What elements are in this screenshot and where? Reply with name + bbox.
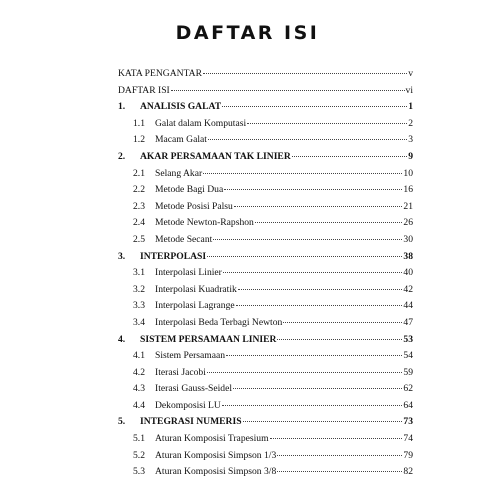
toc-entry-label: Sistem Persamaan [155, 350, 226, 362]
table-of-contents [118, 68, 413, 483]
toc-entry-page: 16 [403, 184, 413, 196]
toc-entry-chapter[interactable] [118, 416, 413, 433]
toc-entry-label: Iterasi Gauss-Seidel [155, 383, 232, 395]
toc-entry-page: 73 [403, 416, 413, 428]
toc-entry-section[interactable] [118, 367, 413, 384]
toc-entry-section[interactable] [118, 168, 413, 185]
toc-entry-page: v [408, 68, 413, 79]
dot-leader [277, 339, 402, 340]
toc-entry-number: 4.2 [133, 366, 145, 378]
toc-entry-number: 3.2 [133, 283, 145, 295]
toc-entry-section[interactable] [118, 383, 413, 400]
dot-leader [277, 471, 402, 472]
toc-entry-number: 3.4 [133, 316, 145, 328]
toc-entry-number: 3.1 [133, 267, 145, 279]
toc-entry-number: 2.4 [133, 217, 145, 229]
toc-entry-page: 1 [408, 101, 413, 113]
toc-entry-chapter[interactable] [118, 251, 413, 268]
toc-entry-label: Metode Bagi Dua [155, 184, 224, 196]
toc-entry-label: Interpolasi Lagrange [155, 300, 235, 312]
dot-leader [283, 322, 402, 323]
dot-leader [233, 388, 402, 389]
toc-entry-label: AKAR PERSAMAAN TAK LINIER [140, 150, 291, 162]
toc-entry-number: 2. [118, 150, 126, 162]
toc-entry-section[interactable] [118, 433, 413, 450]
dot-leader [213, 239, 402, 240]
toc-entry-section[interactable] [118, 118, 413, 135]
toc-entry-chapter[interactable] [118, 334, 413, 351]
dot-leader [207, 372, 403, 373]
toc-entry-number: 1.2 [133, 134, 145, 146]
dot-leader [277, 455, 402, 456]
toc-entry-front-matter[interactable] [118, 68, 413, 85]
toc-entry-label: Metode Newton-Rapshon [155, 217, 254, 229]
toc-entry-number: 1. [118, 101, 126, 113]
dot-leader [234, 206, 403, 207]
toc-entry-section[interactable] [118, 217, 413, 234]
dot-leader [270, 438, 403, 439]
toc-entry-page: 3 [408, 134, 413, 146]
toc-entry-number: 4.3 [133, 383, 145, 395]
toc-entry-page: 82 [403, 466, 413, 478]
toc-entry-number: 5.3 [133, 466, 145, 478]
toc-entry-label: Interpolasi Linier [155, 267, 222, 279]
toc-entry-label: Dekomposisi LU [155, 399, 221, 411]
toc-entry-page: 44 [403, 300, 413, 312]
toc-entry-label: ANALISIS GALAT [140, 101, 222, 113]
chapter-list [118, 101, 413, 483]
toc-entry-label: Selang Akar [155, 167, 203, 179]
dot-leader [226, 355, 402, 356]
toc-entry-page: 79 [403, 449, 413, 461]
toc-entry-section[interactable] [118, 300, 413, 317]
toc-entry-section[interactable] [118, 466, 413, 483]
dot-leader [292, 156, 407, 157]
toc-entry-section[interactable] [118, 184, 413, 201]
toc-entry-number: 2.2 [133, 184, 145, 196]
dot-leader [203, 73, 407, 74]
toc-entry-number: 4.4 [133, 399, 145, 411]
dot-leader [247, 123, 407, 124]
toc-entry-page: 26 [403, 217, 413, 229]
toc-entry-label: Iterasi Jacobi [155, 366, 206, 378]
dot-leader [207, 256, 402, 257]
toc-entry-page: 40 [403, 267, 413, 279]
toc-entry-page: 42 [403, 283, 413, 295]
toc-entry-number: 3. [118, 250, 126, 262]
toc-entry-number: 2.3 [133, 200, 145, 212]
toc-entry-section[interactable] [118, 134, 413, 151]
dot-leader [243, 421, 403, 422]
toc-entry-number: 5. [118, 416, 126, 428]
toc-entry-label: KATA PENGANTAR [118, 68, 203, 79]
toc-entry-page: 53 [403, 333, 413, 345]
toc-entry-section[interactable] [118, 350, 413, 367]
toc-entry-section[interactable] [118, 450, 413, 467]
toc-entry-number: 5.2 [133, 449, 145, 461]
toc-entry-page: 30 [403, 233, 413, 245]
dot-leader [222, 405, 403, 406]
toc-entry-label: INTERPOLASI [140, 250, 207, 262]
toc-entry-page: 9 [408, 150, 413, 162]
toc-entry-label: Interpolasi Beda Terbagi Newton [155, 316, 283, 328]
dot-leader [255, 222, 403, 223]
toc-entry-label: Metode Posisi Palsu [155, 200, 233, 212]
toc-entry-page: 21 [403, 200, 413, 212]
toc-entry-page: 2 [408, 117, 413, 129]
toc-entry-chapter[interactable] [118, 101, 413, 118]
toc-entry-label: Interpolasi Kuadratik [155, 283, 237, 295]
toc-entry-label: DAFTAR ISI [118, 84, 170, 96]
toc-entry-section[interactable] [118, 234, 413, 251]
dot-leader [203, 173, 402, 174]
dot-leader [224, 189, 402, 190]
dot-leader [238, 289, 403, 290]
page-title: DAFTAR ISI [175, 22, 320, 44]
toc-entry-section[interactable] [118, 267, 413, 284]
dot-leader [171, 90, 405, 91]
toc-entry-page: vi [405, 84, 413, 96]
toc-entry-label: INTEGRASI NUMERIS [140, 416, 242, 428]
toc-entry-number: 5.1 [133, 433, 145, 445]
dot-leader [223, 272, 403, 273]
dot-leader [208, 139, 407, 140]
toc-entry-section[interactable] [118, 317, 413, 334]
toc-entry-section[interactable] [118, 201, 413, 218]
toc-entry-section[interactable] [118, 284, 413, 301]
toc-entry-label: Macam Galat [155, 134, 207, 146]
toc-entry-label: SISTEM PERSAMAAN LINIER [140, 333, 277, 345]
toc-entry-number: 1.1 [133, 117, 145, 129]
toc-entry-label: Galat dalam Komputasi [155, 117, 247, 129]
toc-entry-page: 47 [403, 316, 413, 328]
toc-entry-page: 62 [403, 383, 413, 395]
toc-entry-label: Aturan Komposisi Trapesium [155, 433, 269, 445]
toc-entry-number: 4.1 [133, 350, 145, 362]
toc-entry-number: 2.5 [133, 233, 145, 245]
toc-entry-chapter[interactable] [118, 151, 413, 168]
toc-entry-page: 64 [403, 399, 413, 411]
toc-entry-page: 74 [403, 433, 413, 445]
toc-entry-label: Metode Secant [155, 233, 213, 245]
toc-entry-page: 59 [403, 366, 413, 378]
toc-entry-page: 38 [403, 250, 413, 262]
dot-leader [222, 106, 407, 107]
toc-entry-section[interactable] [118, 400, 413, 417]
toc-entry-number: 4. [118, 333, 126, 345]
toc-entry-number: 3.3 [133, 300, 145, 312]
toc-entry-page: 54 [403, 350, 413, 362]
toc-entry-front-matter[interactable] [118, 85, 413, 102]
toc-entry-number: 2.1 [133, 167, 145, 179]
dot-leader [236, 305, 403, 306]
toc-entry-label: Aturan Komposisi Simpson 1/3 [155, 449, 277, 461]
toc-entry-label: Aturan Komposisi Simpson 3/8 [155, 466, 277, 478]
toc-entry-page: 10 [403, 167, 413, 179]
